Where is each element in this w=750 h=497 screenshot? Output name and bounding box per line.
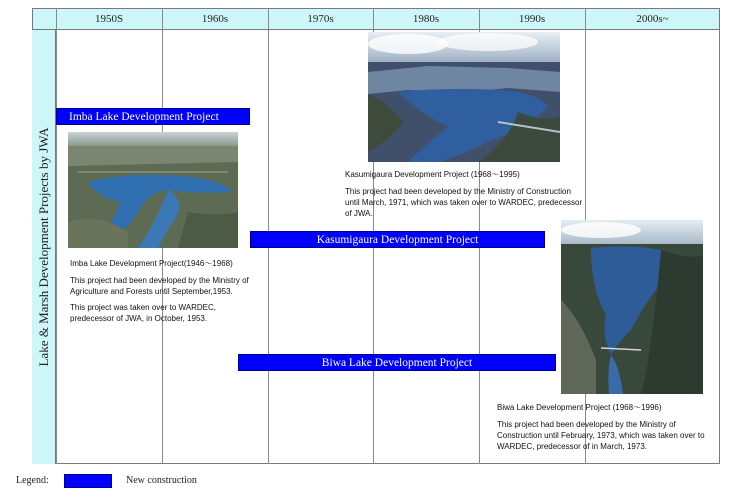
decade-1970s: 1970s: [307, 13, 334, 25]
decade-1980s: 1980s: [412, 13, 440, 25]
biwa-caption-text: This project had been developed by the Ministry of Construction until February, 1973, which was taken over to WARDEC, predecessor of in March, 1973.: [497, 420, 705, 451]
legend-item: New construction: [126, 475, 197, 486]
biwa-photo: [561, 220, 703, 394]
kasumigaura-photo: [368, 32, 560, 162]
imba-project-bar: Imba Lake Development Project: [56, 108, 250, 125]
decade-1990s: 1990s: [518, 13, 546, 25]
biwa-caption-title: Biwa Lake Development Project (1968～1996): [497, 403, 662, 412]
kasumigaura-caption-title: Kasumigaura Development Project (1968～1995): [345, 170, 520, 179]
biwa-project-bar: Biwa Lake Development Project: [238, 354, 556, 371]
grid-line: [56, 8, 57, 464]
legend-label: Legend:: [16, 475, 49, 486]
imba-caption: [70, 258, 256, 329]
decade-2000s: 2000s~: [636, 13, 669, 25]
decade-1950s: 1950S: [94, 13, 124, 25]
imba-caption-text-2: This project was taken over to WARDEC, predecessor of JWA, in October, 1953.: [70, 303, 216, 323]
imba-caption-text-1: This project had been developed by the Ministry of Agriculture and Forests until September,1953.: [70, 276, 249, 296]
decade-1960s: 1960s: [201, 13, 229, 25]
legend-swatch: [64, 474, 112, 488]
side-label: Lake & Marsh Development Projects by JWA: [36, 127, 51, 367]
kasumigaura-project-bar: Kasumigaura Development Project: [250, 231, 545, 248]
imba-photo: [68, 132, 238, 248]
kasumigaura-caption: [345, 169, 585, 224]
imba-caption-title: Imba Lake Development Project(1946～1968): [70, 259, 233, 268]
kasumigaura-caption-text: This project had been developed by the Ministry of Construction until March, 1971, which was taken over to WARDEC, predecessor of JWA.: [345, 187, 583, 218]
biwa-caption: [497, 402, 715, 457]
